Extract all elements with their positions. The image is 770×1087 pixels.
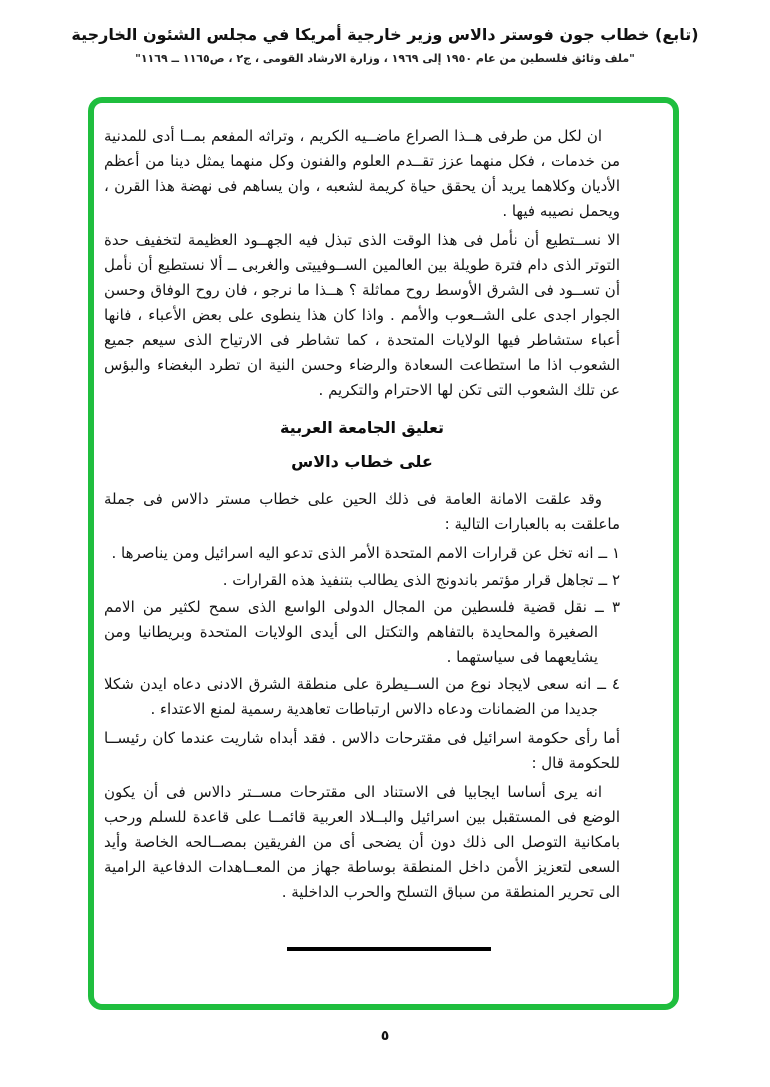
document-body: [104, 124, 620, 909]
document-source-citation: "ملف وثائق فلسطين من عام ١٩٥٠ إلى ١٩٦٩ ، وزارة الارشاد القومى ، ج٢ ، ص١١٦٥ ــ ١١٦٩": [135, 52, 635, 65]
section-heading-line2: على خطاب دالاس: [291, 452, 433, 471]
paragraph-legacy: ان لكل من طرفى هــذا الصراع ماضــيه الكريم ، وتراثه المفعم بمــا أدى للمدنية من خدمات ، فكل منهما عزز تقــدم العلوم والفنون وكل منهما يمثل دينا من أعظم الأديان وكلاهما يريد أن يحقق حياة كريمة لشعبه ، وان يساهم فى نهضة هذا القرن ، ويحمل نصيبه فيها .: [104, 127, 620, 220]
section-heading: [104, 411, 620, 479]
paragraph-sharett-statement: انه يرى أساسا ايجابيا فى الاستناد الى مقترحات مســتر دالاس فى أن يكون الوضع فى المستقبل بين اسرائيل والبــلاد العربية قائمــا على قاعدة للسلم ورحب بامكانية التوصل الى ذلك دون أن يضحى أى من الفريقين بمصــالحه الخاصة وأيد السعى لتعزيز الأمن داخل المنطقة بوساطة جهاز من المعــاهدات الدفاعية الرامية الى تحرير المنطقة من سباق التسلح والحرب الداخلية .: [104, 783, 620, 901]
section-heading-line1: تعليق الجامعة العربية: [279, 418, 445, 437]
list-item-4-number: ٤ ــ: [597, 675, 620, 693]
page-number: ٥: [380, 1028, 390, 1044]
list-item-4: [104, 672, 620, 722]
list-item-3-text: نقل قضية فلسطين من المجال الدولى الواسع الذى سمح لكثير من الامم الصغيرة والمحايدة بالتفاهم والتكتل الى أيدى الولايات المتحدة وبريطانيا ومن يشايعهما فى سياستهما .: [104, 598, 598, 666]
list-item-1: [104, 541, 620, 566]
list-item-1-number: ١ ــ: [598, 544, 620, 562]
paragraph-intro-comments: وقد علقت الامانة العامة فى ذلك الحين على خطاب مستر دالاس فى جملة ماعلقت به بالعبارات التالية :: [104, 490, 620, 533]
paragraph-hope: الا نســتطيع أن نأمل فى هذا الوقت الذى تبذل فيه الجهــود العظيمة لتخفيف حدة التوتر الذى دام فترة طويلة بين العالمين الســوفييتى والغربى ــ ألا نستطيع أن نأمل أن تســود فى الشرق الأوسط روح مماثلة ؟ هــذا ما نرجو ، فان روح الوفاق وحسن الجوار اجدى على الشــعوب والأمم . واذا كان هذا ينطوى على بعض الأعباء ، فانها أعباء ستشاطر فيها الولايات المتحدة ، كما تشاطر فى الارتياح الذى سيعم جميع الشعوب اذا ما استطاعت السعادة والرضاء وحسن النية ان تطرد البغضاء والبؤس عن تلك الشعوب التى تكن لها الاحترام والتكريم .: [104, 231, 620, 399]
list-item-3-number: ٣ ــ: [595, 598, 620, 616]
list-item-2-number: ٢ ــ: [598, 571, 620, 589]
numbered-list: [104, 541, 620, 722]
document-header: [0, 24, 770, 65]
list-item-2-text: تجاهل قرار مؤتمر باندونج الذى يطالب بتنفيذ هذه القرارات .: [222, 571, 594, 589]
list-item-2: [104, 568, 620, 593]
list-item-1-text: انه تخل عن قرارات الامم المتحدة الأمر الذى تدعو اليه اسرائيل ومن يناصرها .: [111, 544, 594, 562]
list-item-4-text: انه سعى لايجاد نوع من الســيطرة على منطقة الشرق الادنى دعاه ايدن شكلا جديدا من الضمانات ودعاه دالاس ارتباطات تعاهدية رسمية لمنع الاعتداء .: [104, 675, 598, 718]
paragraph-israel-view: أما رأى حكومة اسرائيل فى مقترحات دالاس . فقد أبداه شاريت عندما كان رئيســا للحكومة قال :: [104, 729, 620, 772]
document-title: (تابع) خطاب جون فوستر دالاس وزير خارجية أمريكا في مجلس الشئون الخارجية: [71, 25, 699, 44]
divider-line: [287, 947, 491, 951]
list-item-3: [104, 595, 620, 670]
